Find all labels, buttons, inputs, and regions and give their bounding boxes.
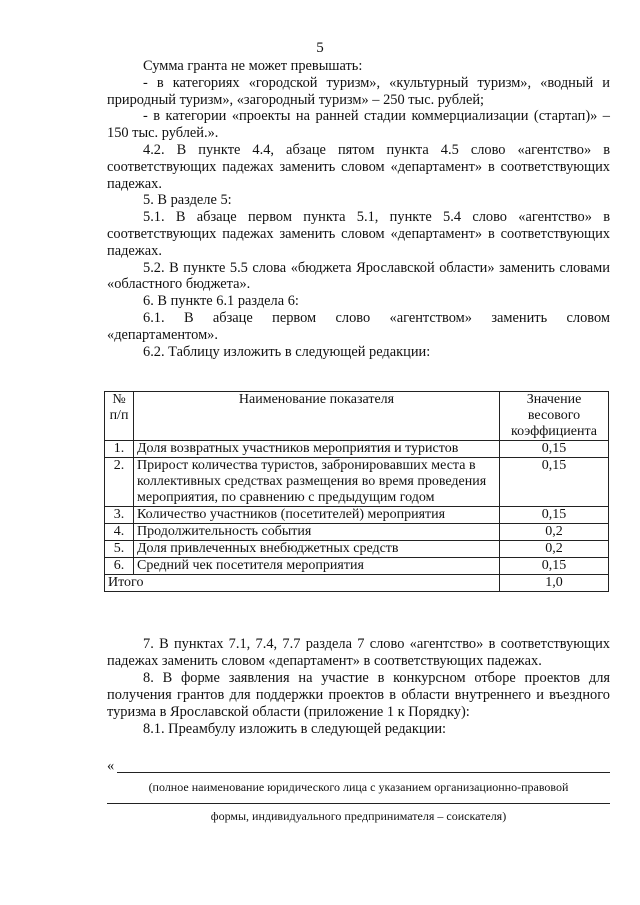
header-name: Наименование показателя [134, 392, 500, 441]
cell-name: Продолжительность события [134, 524, 500, 541]
cell-num: 5. [105, 541, 134, 558]
table-header-row [105, 392, 609, 441]
cell-value: 0,2 [500, 524, 609, 541]
cell-value: 0,15 [500, 441, 609, 458]
table-row [105, 458, 609, 507]
cell-value: 0,2 [500, 541, 609, 558]
table-row [105, 524, 609, 541]
fill-line [117, 772, 610, 773]
table-body [105, 441, 609, 592]
paragraph: - в категориях «городской туризм», «культурный туризм», «водный и природный туризм», «загородный туризм» – 250 тыс. рублей; [107, 74, 610, 108]
cell-num: 4. [105, 524, 134, 541]
cell-name: Количество участников (посетителей) мероприятия [134, 507, 500, 524]
page-number: 5 [316, 40, 324, 56]
cell-value: 0,15 [500, 558, 609, 575]
table-total-row [105, 575, 609, 592]
cell-name: Прирост количества туристов, забронировавших места в коллективных средствах размещения во время проведения мероприятия, по сравнению с предыдущим годом [134, 458, 500, 507]
paragraph: 8.1. Преамбулу изложить в следующей редакции: [143, 721, 447, 737]
form-caption-2: формы, индивидуального предпринимателя – соискателя) [210, 809, 507, 823]
paragraph: 5.2. В пункте 5.5 слова «бюджета Ярославской области» заменить словами «областного бюджета». [107, 259, 610, 293]
header-num: № п/п [105, 392, 134, 441]
form-blank-line [107, 758, 610, 776]
cell-name: Доля привлеченных внебюджетных средств [134, 541, 500, 558]
paragraph: 8. В форме заявления на участие в конкурсном отборе проектов для получения грантов для поддержки проектов в области внутреннего и въездного туризма в Ярославской области (приложение 1 к Порядку): [107, 670, 610, 720]
total-label: Итого [105, 575, 500, 592]
body-text-top [107, 58, 610, 360]
table-row [105, 558, 609, 575]
cell-num: 1. [105, 441, 134, 458]
cell-num: 3. [105, 507, 134, 524]
paragraph: 4.2. В пункте 4.4, абзаце пятом пункта 4.5 слово «агентство» в соответствующих падежах заменить словом «департамент» в соответствующих падежах. [107, 141, 610, 192]
table-row [105, 441, 609, 458]
cell-value: 0,15 [500, 507, 609, 524]
total-value: 1,0 [500, 575, 609, 592]
cell-name: Средний чек посетителя мероприятия [134, 558, 500, 575]
paragraph: - в категории «проекты на ранней стадии коммерциализации (стартап)» – 150 тыс. рублей.». [107, 108, 610, 142]
cell-num: 6. [105, 558, 134, 575]
fill-line-2 [107, 803, 610, 804]
cell-value: 0,15 [500, 458, 609, 507]
open-quote: « [107, 758, 115, 774]
cell-num: 2. [105, 458, 134, 507]
cell-name: Доля возвратных участников мероприятия и туристов [134, 441, 500, 458]
paragraph: 6. В пункте 6.1 раздела 6: [143, 293, 299, 310]
paragraph: 7. В пунктах 7.1, 7.4, 7.7 раздела 7 слово «агентство» в соответствующих падежах заменить словом «департамент» в соответствующих падежах. [107, 636, 610, 669]
paragraph: 6.1. В абзаце первом слово «агентством» заменить словом «департаментом». [107, 309, 610, 343]
form-caption-1: (полное наименование юридического лица с указанием организационно-правовой [148, 780, 569, 794]
table-row [105, 507, 609, 524]
coefficient-table [104, 391, 609, 592]
table-row [105, 541, 609, 558]
header-value: Значение весового коэффициента [500, 392, 609, 441]
body-text-bottom [107, 636, 610, 738]
paragraph: 5. В разделе 5: [143, 192, 232, 209]
paragraph: 5.1. В абзаце первом пункта 5.1, пункте 5.4 слово «агентство» в соответствующих падежах заменить словом «департамент» в соответствующих падежах. [107, 209, 610, 259]
paragraph: Сумма гранта не может превышать: [143, 58, 363, 74]
paragraph: 6.2. Таблицу изложить в следующей редакции: [143, 343, 431, 360]
